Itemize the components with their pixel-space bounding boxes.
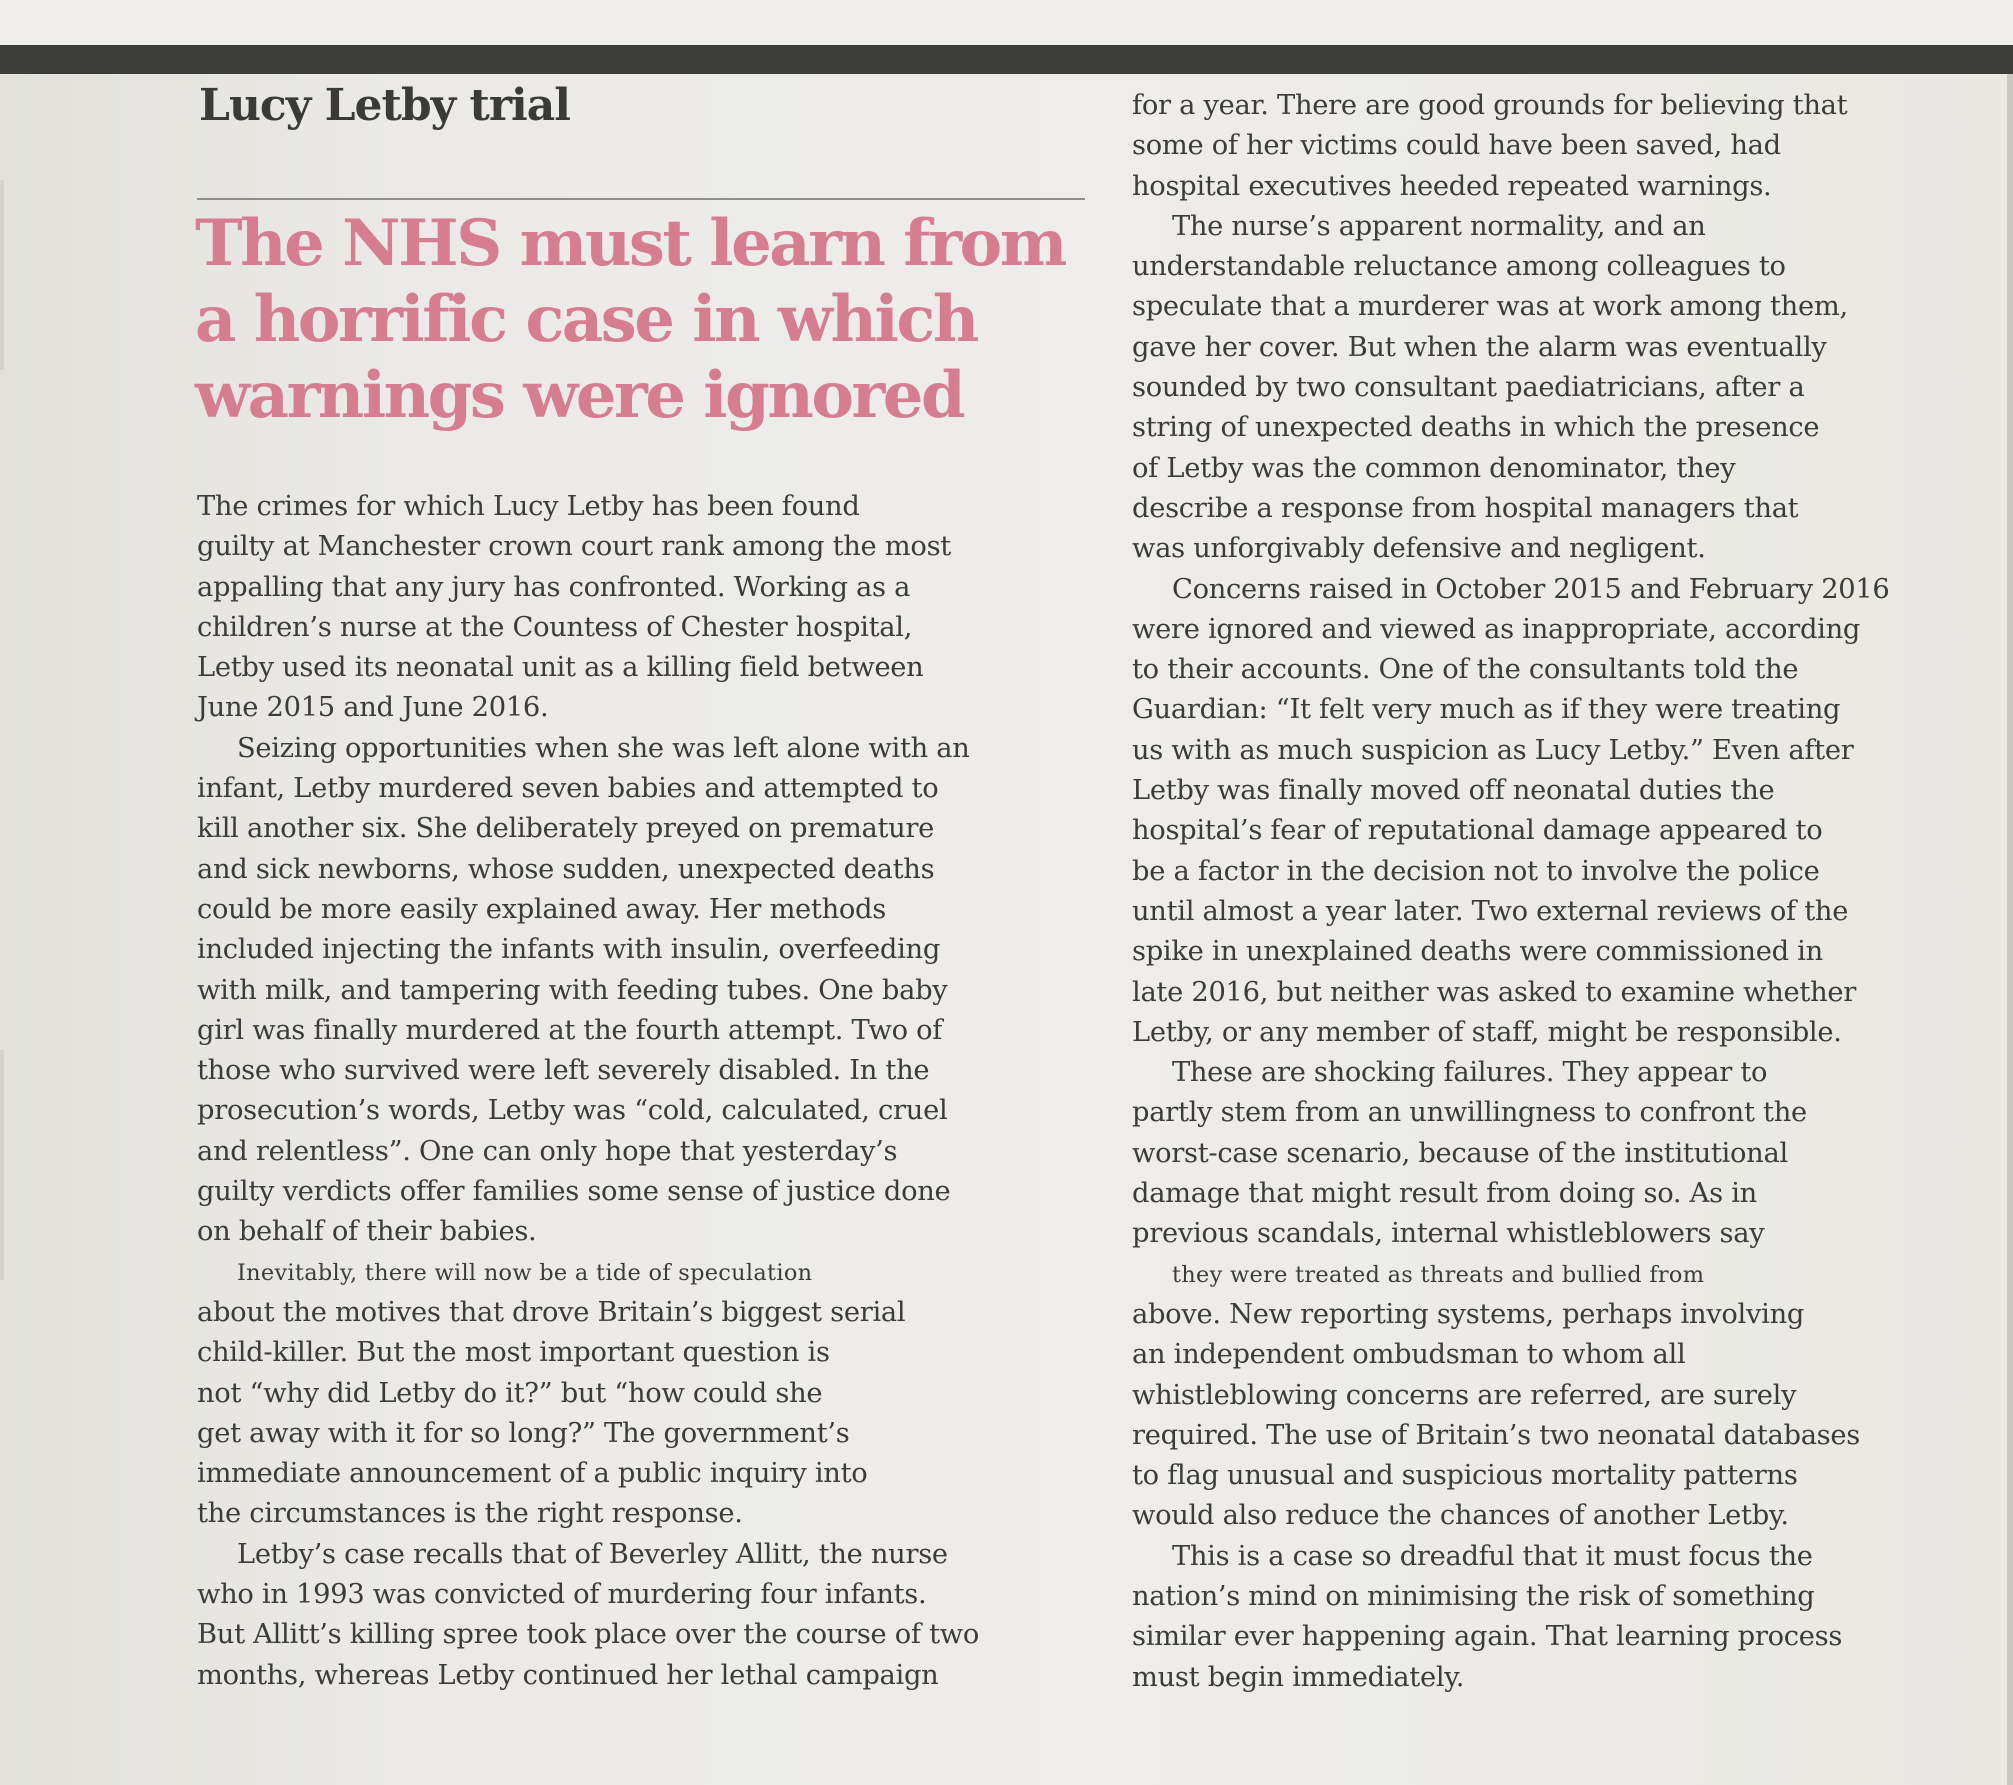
body-text-line: get away with it for so long?” The government’s: [197, 1417, 850, 1449]
body-text-line: Inevitably, there will now be a tide of speculation: [237, 1259, 813, 1286]
headline-line: warnings were ignored: [195, 358, 964, 433]
body-text-line: be a factor in the decision not to involve the police: [1132, 855, 1820, 887]
body-text-line: describe a response from hospital managers that: [1132, 492, 1799, 524]
headline-line: The NHS must learn from: [195, 206, 1065, 281]
body-text-line: prosecution’s words, Letby was “cold, calculated, cruel: [197, 1095, 948, 1127]
section-rule-bar: [0, 45, 2013, 74]
body-text-line: above. New reporting systems, perhaps involving: [1132, 1298, 1805, 1330]
body-text-line: us with as much suspicion as Lucy Letby.” Even after: [1132, 734, 1854, 766]
body-text-line: spike in unexplained deaths were commissioned in: [1132, 936, 1823, 968]
body-text-line: The nurse’s apparent normality, and an: [1172, 210, 1706, 242]
body-text-line: June 2015 and June 2016.: [197, 692, 549, 724]
body-text-line: on behalf of their babies.: [197, 1216, 537, 1248]
body-text-line: not “why did Letby do it?” but “how could she: [197, 1377, 823, 1409]
section-kicker: Lucy Letby trial: [199, 80, 570, 131]
body-text-line: and relentless”. One can only hope that yesterday’s: [197, 1135, 898, 1167]
body-text-line: child-killer. But the most important question is: [197, 1337, 830, 1369]
page-top-margin: [0, 0, 2013, 45]
body-text-line: with milk, and tampering with feeding tubes. One baby: [197, 974, 948, 1006]
body-text-line: nation’s mind on minimising the risk of something: [1132, 1580, 1815, 1612]
article-column-right: [1132, 86, 1992, 1698]
body-text-line: Letby was finally moved off neonatal duties the: [1132, 775, 1775, 807]
body-text-line: kill another six. She deliberately preyed on premature: [197, 813, 935, 845]
body-text-line: was unforgivably defensive and negligent.: [1132, 533, 1706, 565]
body-text-line: some of her victims could have been saved, had: [1132, 130, 1781, 162]
body-text-line: who in 1993 was convicted of murdering four infants.: [197, 1579, 927, 1611]
page-edge-shadow: [2007, 74, 2013, 1785]
body-text-line: and sick newborns, whose sudden, unexpected deaths: [197, 853, 935, 885]
body-text-line: Concerns raised in October 2015 and February 2016: [1172, 573, 1890, 605]
body-text-line: appalling that any jury has confronted. Working as a: [197, 571, 911, 603]
body-text-line: girl was finally murdered at the fourth attempt. Two of: [197, 1014, 943, 1046]
body-text-line: an independent ombudsman to whom all: [1132, 1339, 1686, 1371]
body-text-line: partly stem from an unwillingness to confront the: [1132, 1097, 1807, 1129]
body-text-line: months, whereas Letby continued her lethal campaign: [197, 1659, 939, 1691]
body-text-line: guilty verdicts offer families some sense of justice done: [197, 1176, 951, 1208]
body-text-line: would also reduce the chances of another Letby.: [1132, 1500, 1789, 1532]
body-text-line: infant, Letby murdered seven babies and attempted to: [197, 773, 939, 805]
body-text-line: required. The use of Britain’s two neonatal databases: [1132, 1419, 1861, 1451]
headline-line: a horrific case in which: [195, 282, 977, 357]
body-text-line: to flag unusual and suspicious mortality patterns: [1132, 1460, 1798, 1492]
body-text-line: were ignored and viewed as inappropriate, according: [1132, 613, 1861, 645]
body-text-line: hospital’s fear of reputational damage appeared to: [1132, 815, 1823, 847]
body-text-line: until almost a year later. Two external reviews of the: [1132, 895, 1849, 927]
bleed-through-mark: [0, 1050, 4, 1280]
body-text-line: speculate that a murderer was at work among them,: [1132, 291, 1848, 323]
body-text-line: immediate announcement of a public inquiry into: [197, 1458, 868, 1490]
body-text-line: This is a case so dreadful that it must focus the: [1172, 1540, 1813, 1572]
body-text-line: Guardian: “It felt very much as if they were treating: [1132, 694, 1841, 726]
body-text-line: The crimes for which Lucy Letby has been found: [197, 491, 860, 522]
body-text-line: similar ever happening again. That learning process: [1132, 1621, 1843, 1653]
body-text-line: Letby’s case recalls that of Beverley Allitt, the nurse: [237, 1538, 948, 1570]
body-text-line: string of unexpected deaths in which the presence: [1132, 412, 1820, 444]
body-text-line: gave her cover. But when the alarm was eventually: [1132, 331, 1827, 363]
article-column-left: [197, 487, 1057, 1696]
body-text-line: they were treated as threats and bullied from: [1172, 1261, 1705, 1288]
body-text-line: whistleblowing concerns are referred, are surely: [1132, 1379, 1797, 1411]
body-text-line: Letby, or any member of staff, might be responsible.: [1132, 1016, 1842, 1048]
body-text-line: But Allitt’s killing spree took place over the course of two: [197, 1619, 980, 1651]
body-text-line: sounded by two consultant paediatricians, after a: [1132, 372, 1805, 404]
body-text-line: included injecting the infants with insulin, overfeeding: [197, 934, 941, 966]
body-text-line: damage that might result from doing so. As in: [1132, 1178, 1757, 1210]
bleed-through-mark: [0, 180, 4, 370]
body-text-line: children’s nurse at the Countess of Chester hospital,: [197, 611, 913, 643]
article-headline: [195, 206, 1095, 434]
body-text-line: late 2016, but neither was asked to examine whether: [1132, 976, 1857, 1008]
body-text-line: hospital executives heeded repeated warnings.: [1132, 170, 1772, 202]
body-text-line: Letby used its neonatal unit as a killing field between: [197, 652, 924, 684]
body-text-line: about the motives that drove Britain’s biggest serial: [197, 1296, 906, 1328]
body-text-line: of Letby was the common denominator, they: [1132, 452, 1736, 484]
body-text-line: understandable reluctance among colleagues to: [1132, 251, 1786, 283]
body-text-line: Seizing opportunities when she was left alone with an: [237, 732, 970, 764]
body-text-line: the circumstances is the right response.: [197, 1498, 743, 1530]
body-text-line: could be more easily explained away. Her methods: [197, 893, 886, 925]
body-text-line: guilty at Manchester crown court rank among the most: [197, 531, 951, 563]
body-text-line: those who survived were left severely disabled. In the: [197, 1055, 930, 1087]
body-text-line: These are shocking failures. They appear to: [1172, 1057, 1768, 1089]
body-text-line: previous scandals, internal whistleblowers say: [1132, 1218, 1765, 1250]
body-text-line: for a year. There are good grounds for believing that: [1132, 90, 1848, 121]
kicker-divider: [197, 198, 1085, 200]
body-text-line: must begin immediately.: [1132, 1661, 1465, 1693]
body-text-line: worst-case scenario, because of the institutional: [1132, 1137, 1788, 1169]
body-text-line: to their accounts. One of the consultants told the: [1132, 654, 1799, 686]
